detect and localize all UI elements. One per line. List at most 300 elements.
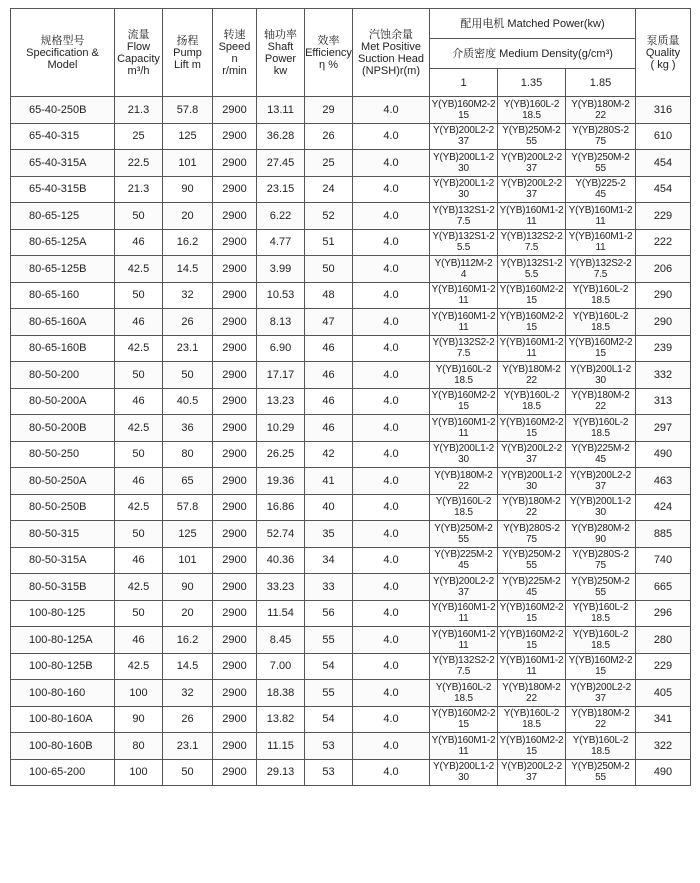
motor-model: Y(YB)250M-2 [571,575,630,587]
motor-model: Y(YB)280S-2 [503,522,560,534]
motor-density-3-cell [566,123,636,150]
pump-spec-table [10,8,691,786]
motor-power: 37 [595,480,606,492]
table-row [11,574,691,601]
motor-density-3-cell [566,97,636,124]
lift-cell: 23.1 [163,335,213,362]
table-row [11,123,691,150]
motor-model: Y(YB)280M-2 [571,522,630,534]
npsh-cell: 4.0 [353,627,430,654]
motor-density-3-cell [566,362,636,389]
npsh-cell: 4.0 [353,335,430,362]
motor-model: Y(YB)160L-2 [572,602,629,614]
motor-model: Y(YB)160M2-2 [431,98,496,110]
weight-cell: 424 [636,494,691,521]
motor-power: 11 [458,295,469,307]
motor-power: 18.5 [591,427,610,439]
motor-model: Y(YB)160M2-2 [499,602,564,614]
motor-power: 30 [526,480,537,492]
power-cell: 3.99 [257,256,305,283]
motor-power: 11 [458,745,469,757]
motor-model: Y(YB)132S2-2 [432,655,495,667]
motor-density-2-cell [498,547,566,574]
motor-density-2-cell [498,653,566,680]
motor-density-2-cell [498,706,566,733]
efficiency-cell: 53 [305,759,353,786]
motor-model: Y(YB)160M1-2 [431,734,496,746]
motor-model: Y(YB)250M-2 [434,522,493,534]
density-2-header: 1.35 [498,69,566,97]
motor-model: Y(YB)160L-2 [572,310,629,322]
lift-cell: 80 [163,441,213,468]
model-cell: 80-50-315 [11,521,115,548]
motor-power: 11 [595,215,606,227]
npsh-cell: 4.0 [353,653,430,680]
table-body [11,97,691,786]
motor-model: Y(YB)132S1-2 [432,231,495,243]
motor-power: 30 [458,454,469,466]
model-cell: 80-50-250A [11,468,115,495]
table-row [11,203,691,230]
speed-cell: 2900 [213,150,257,177]
motor-density-2-cell [498,494,566,521]
motor-power: 11 [458,613,469,625]
motor-power: 45 [526,586,537,598]
model-cell: 80-50-250B [11,494,115,521]
flow-cell: 50 [115,600,163,627]
motor-model: Y(YB)200L1-2 [501,469,562,481]
table-row [11,415,691,442]
npsh-cell: 4.0 [353,282,430,309]
motor-model: Y(YB)160M2-2 [499,734,564,746]
motor-power: 15 [526,745,537,757]
motor-density-2-cell [498,574,566,601]
table-row [11,521,691,548]
motor-power: 22 [526,507,537,519]
motor-model: Y(YB)132S2-2 [432,337,495,349]
density-header: 介质密度 Medium Density(g/cm³) [430,39,636,69]
motor-power: 15 [526,427,537,439]
speed-cell: 2900 [213,733,257,760]
table-row [11,97,691,124]
motor-density-1-cell [430,150,498,177]
npsh-cell: 4.0 [353,150,430,177]
motor-model: Y(YB)200L2-2 [570,469,631,481]
weight-cell: 665 [636,574,691,601]
motor-density-1-cell [430,468,498,495]
motor-model: Y(YB)200L1-2 [433,178,494,190]
motor-model: Y(YB)160M1-2 [499,655,564,667]
weight-cell: 280 [636,627,691,654]
motor-density-3-cell [566,150,636,177]
motor-model: Y(YB)160M2-2 [499,628,564,640]
lift-cell: 101 [163,547,213,574]
npsh-cell: 4.0 [353,680,430,707]
motor-power: 22 [595,109,606,121]
motor-density-1-cell [430,759,498,786]
motor-model: Y(YB)200L1-2 [433,443,494,455]
motor-density-1-cell [430,706,498,733]
lift-cell: 26 [163,309,213,336]
npsh-cell: 4.0 [353,256,430,283]
motor-density-1-cell [430,415,498,442]
motor-power: 30 [458,162,469,174]
speed-cell: 2900 [213,600,257,627]
motor-power: 55 [595,772,606,784]
motor-density-2-cell [498,309,566,336]
motor-model: Y(YB)200L2-2 [501,761,562,773]
motor-model: Y(YB)160M1-2 [499,337,564,349]
power-cell: 17.17 [257,362,305,389]
flow-cell: 42.5 [115,415,163,442]
motor-density-1-cell [430,494,498,521]
table-row [11,150,691,177]
motor-model: Y(YB)280S-2 [572,549,629,561]
efficiency-cell: 40 [305,494,353,521]
lift-cell: 125 [163,123,213,150]
motor-power: 15 [526,321,537,333]
motor-model: Y(YB)200L1-2 [570,363,631,375]
motor-density-2-cell [498,415,566,442]
motor-power: 18.5 [591,321,610,333]
lift-cell: 90 [163,574,213,601]
motor-power: 15 [458,109,469,121]
model-cell: 80-50-315A [11,547,115,574]
motor-density-1-cell [430,627,498,654]
weight-cell: 740 [636,547,691,574]
motor-model: Y(YB)132S1-2 [432,204,495,216]
motor-power: 18.5 [522,401,541,413]
lift-cell: 14.5 [163,653,213,680]
motor-power: 18.5 [522,109,541,121]
motor-power: 15 [526,639,537,651]
motor-density-3-cell [566,256,636,283]
model-cell: 80-50-200 [11,362,115,389]
motor-power: 15 [526,613,537,625]
model-cell: 65-40-315B [11,176,115,203]
motor-model: Y(YB)160M2-2 [568,337,633,349]
motor-model: Y(YB)180M-2 [571,98,630,110]
lift-cell: 23.1 [163,733,213,760]
motor-model: Y(YB)160L-2 [572,734,629,746]
motor-power: 15 [526,295,537,307]
motor-density-3-cell [566,441,636,468]
motor-model: Y(YB)160M1-2 [431,602,496,614]
motor-power: 15 [458,401,469,413]
motor-density-2-cell [498,335,566,362]
weight-cell: 222 [636,229,691,256]
motor-model: Y(YB)160L-2 [435,363,492,375]
motor-power: 4 [460,268,467,280]
speed-cell: 2900 [213,521,257,548]
motor-model: Y(YB)180M-2 [502,496,561,508]
motor-model: Y(YB)160M1-2 [568,231,633,243]
speed-cell: 2900 [213,653,257,680]
motor-density-2-cell [498,229,566,256]
motor-power: 37 [526,454,537,466]
motor-density-1-cell [430,733,498,760]
flow-cell: 100 [115,759,163,786]
npsh-cell: 4.0 [353,706,430,733]
motor-power: 55 [458,533,469,545]
table-row [11,547,691,574]
model-cell: 80-50-200A [11,388,115,415]
motor-power: 18.5 [591,613,610,625]
motor-power: 55 [595,162,606,174]
weight-cell: 290 [636,309,691,336]
table-row [11,362,691,389]
col-efficiency-header: 效率 Efficiency η % [305,9,353,97]
motor-power: 7.5 [456,215,471,227]
table-row [11,653,691,680]
npsh-cell: 4.0 [353,547,430,574]
model-cell: 100-80-160A [11,706,115,733]
motor-power: 7.5 [456,348,471,360]
motor-power: 22 [526,692,537,704]
flow-cell: 42.5 [115,256,163,283]
motor-density-1-cell [430,335,498,362]
flow-cell: 25 [115,123,163,150]
flow-cell: 50 [115,521,163,548]
speed-cell: 2900 [213,282,257,309]
npsh-cell: 4.0 [353,441,430,468]
motor-density-3-cell [566,229,636,256]
weight-cell: 332 [636,362,691,389]
motor-density-1-cell [430,229,498,256]
motor-density-2-cell [498,123,566,150]
motor-density-1-cell [430,521,498,548]
flow-cell: 80 [115,733,163,760]
power-cell: 18.38 [257,680,305,707]
motor-power: 55 [526,136,537,148]
motor-density-2-cell [498,759,566,786]
efficiency-cell: 46 [305,388,353,415]
speed-cell: 2900 [213,97,257,124]
motor-power: 18.5 [454,374,473,386]
npsh-cell: 4.0 [353,521,430,548]
table-row [11,335,691,362]
motor-model: Y(YB)112M-2 [434,257,493,269]
speed-cell: 2900 [213,123,257,150]
efficiency-cell: 54 [305,706,353,733]
lift-cell: 65 [163,468,213,495]
motor-power: 11 [595,242,606,254]
motor-model: Y(YB)160M1-2 [431,310,496,322]
npsh-cell: 4.0 [353,600,430,627]
motor-model: Y(YB)160M1-2 [499,204,564,216]
power-cell: 4.77 [257,229,305,256]
lift-cell: 20 [163,600,213,627]
flow-cell: 100 [115,680,163,707]
motor-density-2-cell [498,468,566,495]
flow-cell: 42.5 [115,574,163,601]
motor-model: Y(YB)160M2-2 [568,655,633,667]
weight-cell: 490 [636,759,691,786]
model-cell: 100-80-160 [11,680,115,707]
lift-cell: 125 [163,521,213,548]
table-row [11,494,691,521]
motor-power: 37 [595,692,606,704]
motor-power: 18.5 [591,639,610,651]
power-cell: 36.28 [257,123,305,150]
speed-cell: 2900 [213,574,257,601]
motor-power: 15 [458,719,469,731]
motor-density-2-cell [498,176,566,203]
motor-model: Y(YB)200L1-2 [433,761,494,773]
power-cell: 23.15 [257,176,305,203]
motor-power: 30 [458,189,469,201]
flow-cell: 42.5 [115,335,163,362]
power-cell: 16.86 [257,494,305,521]
motor-power: 22 [526,374,537,386]
motor-density-3-cell [566,547,636,574]
motor-model: Y(YB)160L-2 [503,98,560,110]
lift-cell: 26 [163,706,213,733]
weight-cell: 296 [636,600,691,627]
lift-cell: 50 [163,759,213,786]
motor-power: 45 [595,189,606,201]
col-weight-header: 泵质量 Quality ( kg ) [636,9,691,97]
flow-cell: 46 [115,627,163,654]
npsh-cell: 4.0 [353,229,430,256]
motor-power: 90 [595,533,606,545]
motor-density-2-cell [498,521,566,548]
power-cell: 11.54 [257,600,305,627]
table-row [11,282,691,309]
flow-cell: 50 [115,441,163,468]
col-speed-header: 转速 Speed n r/min [213,9,257,97]
model-cell: 80-65-160A [11,309,115,336]
flow-cell: 21.3 [115,97,163,124]
motor-model: Y(YB)250M-2 [502,125,561,137]
flow-cell: 46 [115,547,163,574]
table-row [11,256,691,283]
weight-cell: 454 [636,150,691,177]
table-row [11,468,691,495]
npsh-cell: 4.0 [353,494,430,521]
motor-model: Y(YB)160M1-2 [568,204,633,216]
power-cell: 19.36 [257,468,305,495]
motor-power: 45 [595,454,606,466]
motor-density-3-cell [566,335,636,362]
motor-power: 7.5 [593,268,608,280]
motor-power: 37 [458,586,469,598]
efficiency-cell: 46 [305,362,353,389]
motor-power: 37 [458,136,469,148]
motor-density-1-cell [430,388,498,415]
density-3-header: 1.85 [566,69,636,97]
model-cell: 80-50-200B [11,415,115,442]
motor-power: 45 [458,560,469,572]
power-cell: 33.23 [257,574,305,601]
flow-cell: 50 [115,362,163,389]
motor-model: Y(YB)200L1-2 [433,151,494,163]
motor-density-1-cell [430,574,498,601]
motor-model: Y(YB)200L2-2 [501,178,562,190]
motor-power: 7.5 [524,242,539,254]
npsh-cell: 4.0 [353,309,430,336]
model-cell: 80-65-125A [11,229,115,256]
speed-cell: 2900 [213,335,257,362]
motor-density-2-cell [498,97,566,124]
lift-cell: 57.8 [163,97,213,124]
model-cell: 80-50-315B [11,574,115,601]
lift-cell: 40.5 [163,388,213,415]
motor-density-1-cell [430,176,498,203]
efficiency-cell: 26 [305,123,353,150]
motor-model: Y(YB)160L-2 [572,628,629,640]
speed-cell: 2900 [213,468,257,495]
motor-density-2-cell [498,627,566,654]
efficiency-cell: 54 [305,653,353,680]
flow-cell: 42.5 [115,653,163,680]
efficiency-cell: 55 [305,680,353,707]
motor-model: Y(YB)160L-2 [435,496,492,508]
efficiency-cell: 42 [305,441,353,468]
motor-power: 11 [458,321,469,333]
lift-cell: 57.8 [163,494,213,521]
speed-cell: 2900 [213,229,257,256]
table-row [11,706,691,733]
motor-density-3-cell [566,653,636,680]
motor-power: 11 [458,427,469,439]
motor-power: 11 [526,215,537,227]
motor-power: 75 [595,136,606,148]
power-cell: 11.15 [257,733,305,760]
speed-cell: 2900 [213,547,257,574]
npsh-cell: 4.0 [353,362,430,389]
motor-density-1-cell [430,600,498,627]
flow-cell: 50 [115,282,163,309]
motor-power: 18.5 [591,745,610,757]
power-cell: 10.53 [257,282,305,309]
motor-power: 30 [595,507,606,519]
motor-model: Y(YB)200L2-2 [501,443,562,455]
motor-model: Y(YB)180M-2 [502,681,561,693]
speed-cell: 2900 [213,309,257,336]
lift-cell: 32 [163,282,213,309]
motor-power: 75 [595,560,606,572]
motor-power: 5.5 [456,242,471,254]
speed-cell: 2900 [213,627,257,654]
motor-power: 22 [595,401,606,413]
npsh-cell: 4.0 [353,574,430,601]
table-row [11,733,691,760]
motor-model: Y(YB)160M2-2 [499,416,564,428]
npsh-cell: 4.0 [353,733,430,760]
motor-density-1-cell [430,97,498,124]
motor-density-2-cell [498,441,566,468]
motor-model: Y(YB)160L-2 [503,390,560,402]
col-motor-header: 配用电机 Matched Power(kw) [430,9,636,39]
motor-density-2-cell [498,256,566,283]
weight-cell: 290 [636,282,691,309]
flow-cell: 90 [115,706,163,733]
efficiency-cell: 56 [305,600,353,627]
motor-power: 15 [595,348,606,360]
motor-density-2-cell [498,203,566,230]
lift-cell: 101 [163,150,213,177]
weight-cell: 206 [636,256,691,283]
npsh-cell: 4.0 [353,759,430,786]
weight-cell: 229 [636,653,691,680]
motor-density-3-cell [566,759,636,786]
motor-density-3-cell [566,627,636,654]
motor-model: Y(YB)200L1-2 [570,496,631,508]
motor-density-3-cell [566,282,636,309]
speed-cell: 2900 [213,415,257,442]
weight-cell: 239 [636,335,691,362]
